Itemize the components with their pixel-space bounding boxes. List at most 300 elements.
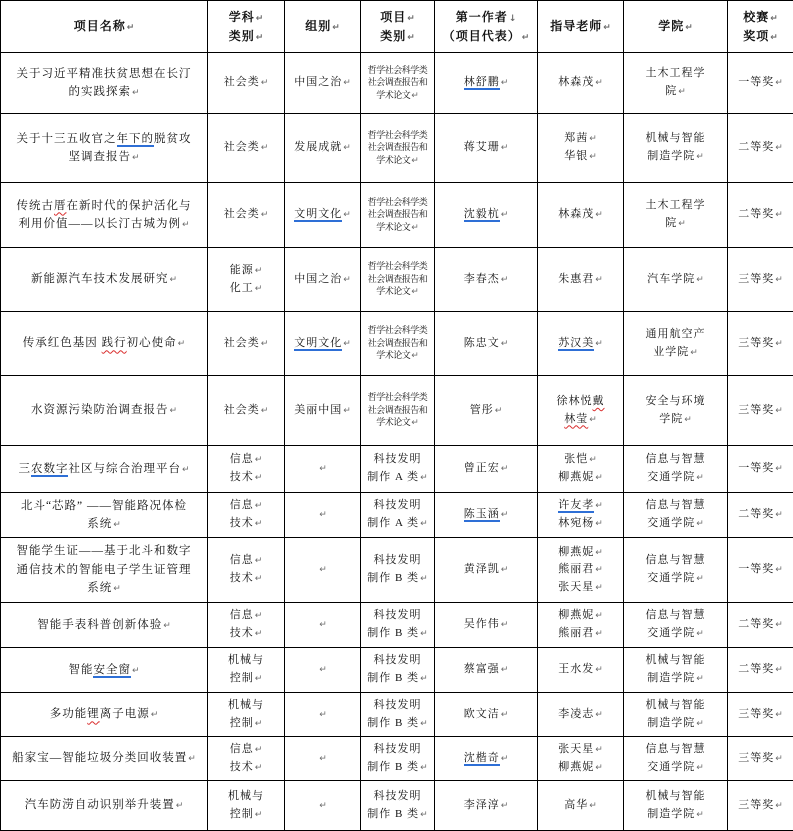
cell-line [363, 715, 432, 733]
text-segment: 学院 [658, 19, 684, 33]
text-segment: 熊丽君 [558, 563, 594, 575]
text-segment: 陈忠文 [464, 337, 500, 349]
paragraph-mark: ↵ [696, 519, 704, 529]
cell-first_author [435, 493, 538, 538]
text-segment: 朱惠君 [558, 273, 594, 285]
paragraph-mark: ↵ [501, 275, 509, 285]
text-segment: 郑茜 [564, 132, 588, 144]
cell-line [287, 271, 358, 289]
header-subject_category [208, 1, 285, 53]
text-segment: 黄泽凯 [464, 563, 500, 575]
paragraph-mark: ↵ [343, 143, 351, 153]
cell-line [730, 206, 791, 224]
text-segment: 社会类 [224, 404, 260, 416]
text-segment: 新能源汽车技术发展研究 [31, 273, 169, 285]
cell-subject_category [208, 603, 285, 648]
text-segment: 化工 [230, 282, 254, 294]
text-segment: 哲学社会科学类 [368, 130, 428, 140]
cell-line [437, 206, 535, 224]
text-segment: 技术 [230, 572, 254, 584]
cell-line [730, 27, 791, 46]
paragraph-mark: ↵ [522, 33, 530, 43]
text-segment: 高华 [564, 799, 588, 811]
text-segment: 校赛 [743, 10, 769, 24]
text-segment: 第一作者 [456, 10, 508, 24]
cell-advisor [538, 183, 624, 248]
cell-group [285, 376, 361, 446]
text-segment: 机械与 [228, 790, 264, 802]
text-segment: 学术论文 [376, 417, 410, 427]
paragraph-mark: ↵ [595, 339, 603, 349]
cell-line [363, 497, 432, 515]
cell-line [540, 74, 621, 92]
table-row [1, 446, 793, 493]
text-segment: 社会类 [224, 208, 260, 220]
paragraph-mark: ↵ [411, 156, 419, 166]
cell-subject_category [208, 312, 285, 376]
paragraph-mark: ↵ [319, 665, 327, 675]
paragraph-mark: ↵ [770, 33, 778, 43]
text-segment: 系统 [87, 518, 112, 530]
cell-line [730, 750, 791, 768]
text-segment: 学术论文 [376, 90, 410, 100]
cell-line [210, 335, 282, 353]
paragraph-mark: ↵ [775, 78, 783, 88]
text-blue-underlined: 陈玉涵 [464, 508, 500, 522]
cell-line [210, 759, 282, 777]
paragraph-mark: ↵ [343, 275, 351, 285]
cell-award [728, 737, 793, 781]
paragraph-mark: ↵ [169, 406, 177, 416]
cell-line [626, 697, 725, 715]
text-red-squiggle: 锂 [87, 708, 100, 720]
paragraph-mark: ↵ [127, 23, 135, 33]
paragraph-mark: ↵ [501, 620, 509, 630]
paragraph-mark: ↵ [343, 406, 351, 416]
cell-award [728, 693, 793, 737]
cell-project_name [1, 376, 208, 446]
paragraph-mark: ↵ [678, 87, 686, 97]
cell-line [730, 74, 791, 92]
cell-group [285, 248, 361, 312]
cell-project_name [1, 493, 208, 538]
text-segment: 机械与 [228, 654, 264, 666]
paragraph-mark: ↵ [319, 754, 327, 764]
text-segment: 机械与智能 [646, 790, 706, 802]
paragraph-mark: ↵ [420, 574, 428, 584]
paragraph-mark: ↵ [319, 510, 327, 520]
cell-project_type [361, 446, 435, 493]
cell-line [363, 697, 432, 715]
paragraph-mark: ↵ [411, 351, 419, 361]
text-segment: 科技发明 [374, 743, 422, 755]
table-row [1, 737, 793, 781]
paragraph-mark: ↵ [696, 152, 704, 162]
paragraph-mark: ↵ [255, 266, 263, 276]
text-segment: 安全与环境 [646, 395, 706, 407]
cell-award [728, 376, 793, 446]
cell-subject_category [208, 493, 285, 538]
cell-line [210, 607, 282, 625]
cell-line [626, 625, 725, 643]
text-segment: 传承红色基因 [23, 337, 102, 349]
text-segment: 社会类 [224, 141, 260, 153]
cell-line [287, 797, 358, 815]
cell-line [210, 469, 282, 487]
text-blue-underlined: 文明文化 [294, 337, 342, 351]
cell-subject_category [208, 53, 285, 114]
text-segment: 二等奖 [738, 208, 774, 220]
cell-group [285, 538, 361, 603]
cell-advisor [538, 781, 624, 831]
cell-line [287, 74, 358, 92]
cell-subject_category [208, 693, 285, 737]
cell-line [210, 497, 282, 515]
text-segment: 熊丽君 [558, 627, 594, 639]
text-segment: 二等奖 [738, 618, 774, 630]
cell-subject_category [208, 114, 285, 183]
paragraph-mark: ↵ [420, 719, 428, 729]
cell-line [626, 607, 725, 625]
text-segment: 汽车防涝自动识别举升装置 [25, 799, 175, 811]
text-segment: 船家宝—智能垃圾分类回收装置 [12, 752, 187, 764]
text-red-squiggle: 林莹 [564, 413, 588, 425]
cell-group [285, 781, 361, 831]
paragraph-mark: ↵ [589, 415, 597, 425]
cell-first_author [435, 603, 538, 648]
cell-project_type [361, 248, 435, 312]
text-segment: 土木工程学 [646, 67, 706, 79]
paragraph-mark: ↵ [696, 275, 704, 285]
table-row [1, 538, 793, 603]
text-segment: 关于十三五收官之 [17, 133, 117, 145]
text-segment: 制作 A 类 [367, 517, 419, 529]
paragraph-mark: ↵ [696, 763, 704, 773]
text-segment: 智能手表科普创新体验 [37, 619, 162, 631]
paragraph-mark: ↵ [501, 143, 509, 153]
text-segment: 王水发 [558, 663, 594, 675]
text-segment: 哲学社会科学类 [368, 197, 428, 207]
text-segment: 科技发明 [374, 699, 422, 711]
text-red-squiggle: 践行 [102, 337, 127, 349]
cell-line [363, 652, 432, 670]
paragraph-mark: ↵ [501, 710, 509, 720]
cell-project_type [361, 693, 435, 737]
paragraph-mark: ↵ [501, 510, 509, 520]
text-segment: 科技发明 [374, 609, 422, 621]
paragraph-mark: ↵ [501, 801, 509, 811]
cell-line [437, 797, 535, 815]
cell-line [363, 324, 432, 337]
text-segment: 制造学院 [647, 150, 695, 162]
text-segment: 在新时代的保护活化与 [67, 200, 192, 212]
paragraph-mark: ↵ [685, 23, 693, 33]
paragraph-mark: ↵ [163, 621, 171, 631]
table-row [1, 53, 793, 114]
cell-line [540, 759, 621, 777]
text-segment: 一等奖 [738, 563, 774, 575]
cell-college [624, 737, 728, 781]
cell-group [285, 648, 361, 693]
paragraph-mark: ↵ [255, 284, 263, 294]
cell-award [728, 312, 793, 376]
cell-subject_category [208, 538, 285, 603]
paragraph-mark: ↵ [420, 473, 428, 483]
cell-line [540, 469, 621, 487]
cell-line [363, 759, 432, 777]
cell-line [626, 497, 725, 515]
text-segment: 制作 B 类 [367, 572, 419, 584]
cell-project_name [1, 248, 208, 312]
cell-line [210, 280, 282, 298]
cell-line [210, 697, 282, 715]
cell-line [3, 148, 205, 166]
text-segment: 信息与智慧 [646, 554, 706, 566]
cell-line [363, 741, 432, 759]
text-blue-underlined: 文明文化 [294, 208, 342, 222]
text-segment: 柳燕妮 [558, 546, 594, 558]
text-segment: 学术论文 [376, 350, 410, 360]
header-advisor [538, 1, 624, 53]
text-segment: 交通学院 [647, 517, 695, 529]
cell-project_name [1, 183, 208, 248]
text-segment: 项目名称 [74, 19, 126, 33]
cell-project_type [361, 538, 435, 603]
text-segment: 社会调查报告和 [368, 338, 428, 348]
text-segment: 制造学院 [647, 808, 695, 820]
cell-line [363, 570, 432, 588]
text-segment: 徐林悦 [557, 395, 593, 407]
cell-award [728, 493, 793, 538]
cell-project_name [1, 114, 208, 183]
text-segment: 离子电源 [100, 708, 150, 720]
text-blue-underlined: 安全窗 [93, 664, 131, 678]
text-segment: 学术论文 [376, 222, 410, 232]
cell-project_type [361, 737, 435, 781]
cell-line [3, 270, 205, 288]
cell-line [210, 670, 282, 688]
cell-line [363, 221, 432, 235]
cell-group [285, 493, 361, 538]
cell-line [730, 402, 791, 420]
cell-college [624, 53, 728, 114]
text-segment: 信息 [230, 499, 254, 511]
cell-line [363, 806, 432, 824]
cell-line [3, 542, 205, 560]
table-row [1, 248, 793, 312]
text-segment: 张天星 [558, 581, 594, 593]
text-segment: 初心使命 [127, 337, 177, 349]
paragraph-mark: ↵ [775, 565, 783, 575]
cell-line [730, 335, 791, 353]
text-segment: 控制 [230, 672, 254, 684]
cell-line [730, 797, 791, 815]
paragraph-mark: ↵ [420, 763, 428, 773]
paragraph-mark: ↵ [501, 565, 509, 575]
paragraph-mark: ↵ [595, 583, 603, 593]
paragraph-mark: ↵ [151, 710, 159, 720]
cell-line [210, 402, 282, 420]
text-segment: 信息 [230, 743, 254, 755]
paragraph-mark: ↵ [132, 88, 140, 98]
text-segment: 信息 [230, 554, 254, 566]
paragraph-mark: ↵ [595, 710, 603, 720]
paragraph-mark: ↵ [595, 519, 603, 529]
header-first_author [435, 1, 538, 53]
cell-group [285, 114, 361, 183]
cell-line [626, 451, 725, 469]
paragraph-mark: ↵ [678, 219, 686, 229]
text-segment: 社会调查报告和 [368, 405, 428, 415]
cell-line [3, 561, 205, 579]
cell-first_author [435, 737, 538, 781]
text-segment: 院 [665, 85, 677, 97]
cell-project_name [1, 603, 208, 648]
text-blue-underlined: 沈毅杭 [464, 208, 500, 222]
text-segment: 蔡富强 [464, 663, 500, 675]
text-blue-underlined: 许友孝 [558, 499, 594, 513]
paragraph-mark: ↵ [255, 519, 263, 529]
cell-first_author [435, 376, 538, 446]
cell-line [363, 285, 432, 299]
cell-line [437, 8, 535, 27]
paragraph-mark: ↵ [775, 801, 783, 811]
paragraph-mark: ↵ [261, 406, 269, 416]
text-segment: 指导老师 [550, 19, 602, 33]
cell-advisor [538, 693, 624, 737]
cell-line [210, 788, 282, 806]
cell-line [626, 393, 725, 411]
cell-line [730, 706, 791, 724]
cell-college [624, 376, 728, 446]
cell-line [540, 561, 621, 579]
text-segment: 技术 [230, 471, 254, 483]
cell-subject_category [208, 183, 285, 248]
text-segment: 吴作伟 [464, 618, 500, 630]
cell-subject_category [208, 737, 285, 781]
text-segment: 控制 [230, 717, 254, 729]
cell-project_name [1, 446, 208, 493]
cell-line [437, 506, 535, 524]
text-segment: 交通学院 [647, 761, 695, 773]
text-segment: 哲学社会科学类 [368, 325, 428, 335]
cell-award [728, 781, 793, 831]
paragraph-mark: ↵ [595, 611, 603, 621]
paragraph-mark: ↵ [775, 620, 783, 630]
cell-college [624, 693, 728, 737]
cell-line [3, 460, 205, 478]
paragraph-mark: ↵ [775, 710, 783, 720]
cell-college [624, 183, 728, 248]
cell-line [3, 215, 205, 233]
cell-project_name [1, 648, 208, 693]
cell-line [363, 141, 432, 154]
text-segment: 社会调查报告和 [368, 209, 428, 219]
text-segment: 二等奖 [738, 141, 774, 153]
text-segment: 交通学院 [647, 572, 695, 584]
paragraph-mark: ↵ [775, 406, 783, 416]
cell-line [210, 451, 282, 469]
cell-advisor [538, 648, 624, 693]
paragraph-mark: ↵ [255, 556, 263, 566]
paragraph-mark: ↵ [501, 464, 509, 474]
paragraph-mark: ↵ [696, 574, 704, 584]
paragraph-mark: ↵ [420, 629, 428, 639]
paragraph-mark: ↵ [420, 810, 428, 820]
cell-line [210, 8, 282, 27]
cell-line [3, 17, 205, 36]
text-segment: 管彤 [470, 404, 494, 416]
cell-line [540, 497, 621, 515]
cell-line [3, 334, 205, 352]
cell-line [210, 515, 282, 533]
cell-line [3, 749, 205, 767]
cell-first_author [435, 446, 538, 493]
cell-line [626, 515, 725, 533]
soft-break-mark: ↓ [509, 14, 517, 24]
text-segment: 美丽中国 [294, 404, 342, 416]
paragraph-mark: ↵ [176, 801, 184, 811]
cell-project_type [361, 53, 435, 114]
cell-college [624, 781, 728, 831]
header-project_type [361, 1, 435, 53]
cell-advisor [538, 248, 624, 312]
cell-line [363, 273, 432, 286]
text-segment: 信息与智慧 [646, 499, 706, 511]
cell-line [363, 451, 432, 469]
cell-line [730, 460, 791, 478]
text-segment: 制作 A 类 [367, 471, 419, 483]
text-segment: 技术 [230, 517, 254, 529]
text-segment: 坚调查报告 [68, 151, 131, 163]
text-segment: 控制 [230, 808, 254, 820]
cell-line [3, 130, 205, 148]
text-segment: 机械与智能 [646, 654, 706, 666]
cell-group [285, 737, 361, 781]
cell-line [626, 65, 725, 83]
cell-group [285, 693, 361, 737]
cell-advisor [538, 114, 624, 183]
text-segment: 脱贫攻 [154, 133, 192, 145]
cell-project_name [1, 781, 208, 831]
cell-college [624, 603, 728, 648]
text-segment: 哲学社会科学类 [368, 392, 428, 402]
paragraph-mark: ↵ [182, 465, 190, 475]
paragraph-mark: ↵ [595, 629, 603, 639]
paragraph-mark: ↵ [332, 23, 340, 33]
cell-line [437, 27, 535, 46]
paragraph-mark: ↵ [411, 223, 419, 233]
cell-line [626, 570, 725, 588]
text-segment: 欧文洁 [464, 708, 500, 720]
cell-college [624, 312, 728, 376]
text-segment: 社会类 [224, 76, 260, 88]
cell-line [540, 544, 621, 562]
text-segment: 制作 B 类 [367, 627, 419, 639]
text-segment: 机械与 [228, 699, 264, 711]
text-segment: 三等奖 [738, 273, 774, 285]
text-segment: 传统古 [17, 200, 55, 212]
table-row [1, 183, 793, 248]
cell-line [437, 139, 535, 157]
text-segment: 社区与综合治理平台 [68, 463, 181, 475]
cell-award [728, 53, 793, 114]
text-segment: 华银 [564, 150, 588, 162]
table-row [1, 648, 793, 693]
cell-first_author [435, 312, 538, 376]
paragraph-mark: ↵ [255, 763, 263, 773]
paragraph-mark: ↵ [319, 710, 327, 720]
